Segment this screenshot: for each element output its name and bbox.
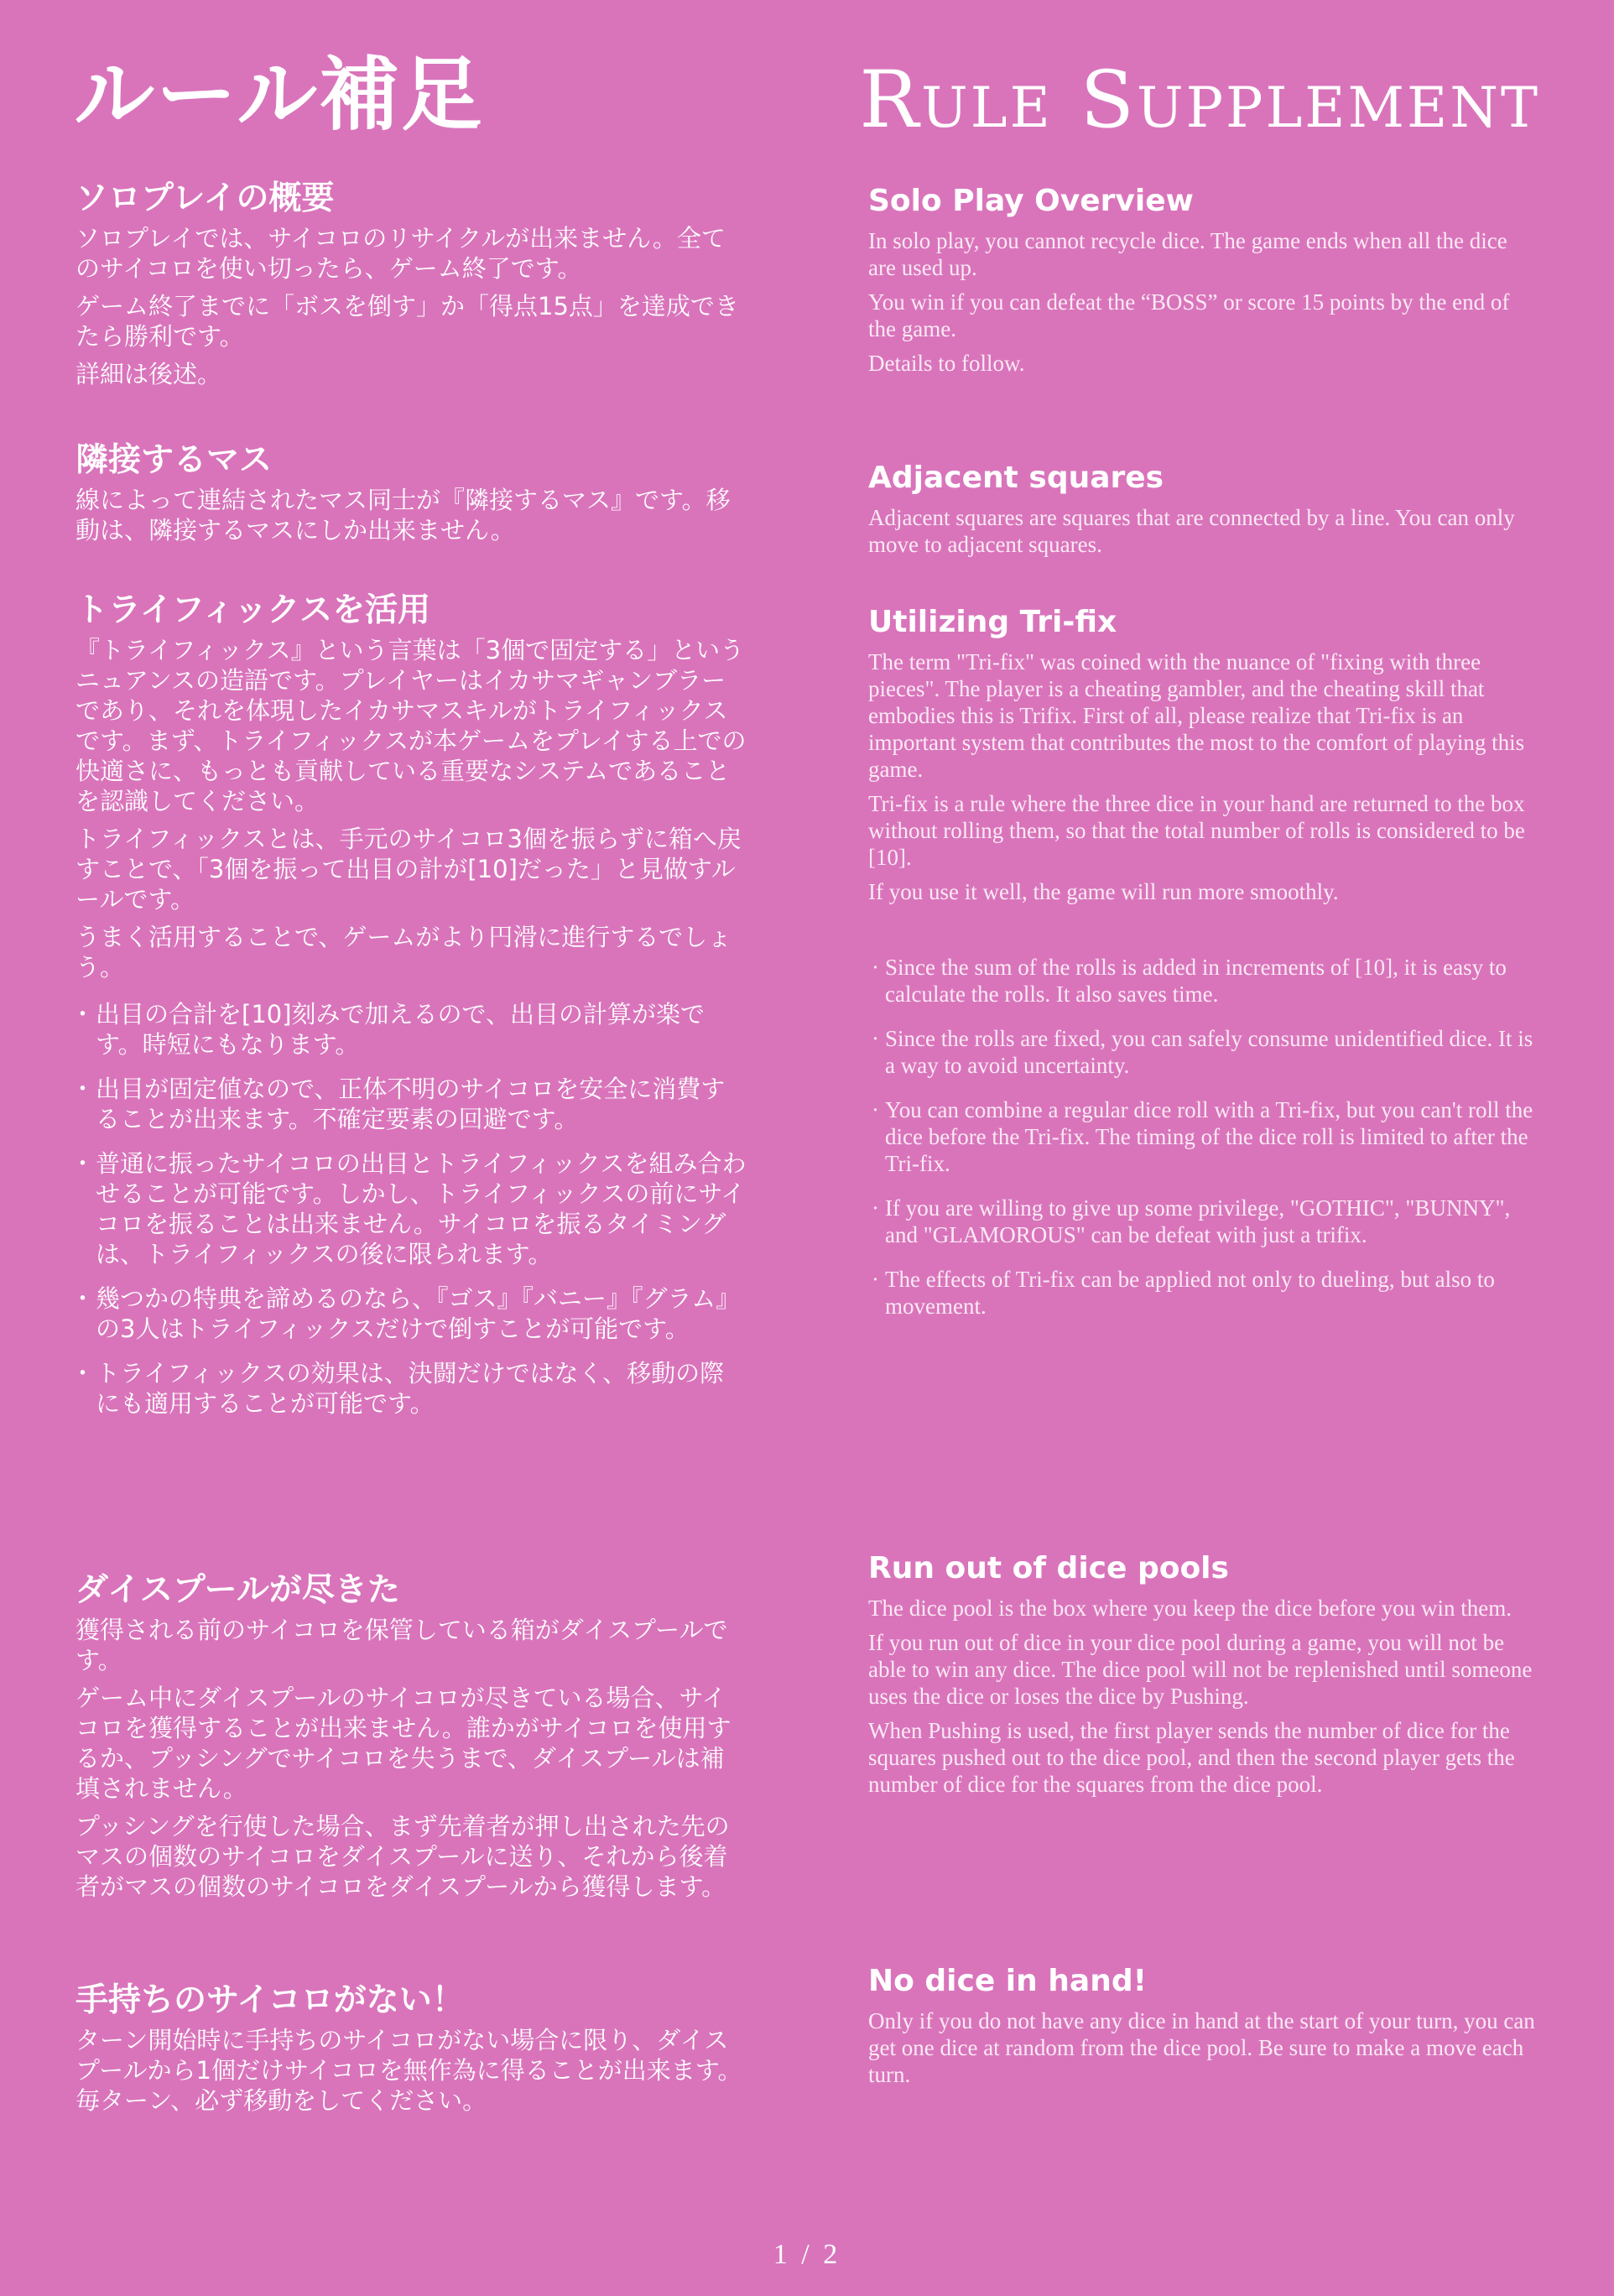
page-number: 1 / 2 <box>773 2239 841 2270</box>
en-section-no-dice <box>868 1962 1539 2096</box>
jp-paragraph: 線によって連結されたマス同士が『隣接するマス』です。移動は、隣接するマスにしか出来ません。 <box>75 486 731 544</box>
en-section-heading: Adjacent squares <box>868 461 1164 495</box>
en-paragraph: The term "Tri-fix" was coined with the nuance of "fixing with three pieces". The player is a cheating gambler, and the cheating skill that embodies this is Trifix. First of all, please realize that Tri-fix is an important system that contributes the most to the comfort of playing this game. <box>868 649 1525 782</box>
en-section-heading: Utilizing Tri-fix <box>868 605 1117 639</box>
jp-trifix-bullet-list <box>75 999 747 1419</box>
list-item: ・ 幾つかの特典を諦めるのなら、『ゴス』『バニー』『グラム』の3人はトライフィックスだけで倒すことが可能です。 <box>75 1283 747 1344</box>
jp-paragraph: ソロプレイでは、サイコロのリサイクルが出来ません。全てのサイコロを使い切ったら、ゲーム終了です。 <box>75 224 726 283</box>
list-item: ・ トライフィックスの効果は、決闘だけではなく、移動の際にも適用することが可能です。 <box>75 1358 747 1419</box>
jp-paragraph: ゲーム終了までに「ボスを倒す」か「得点15点」を達成できたら勝利です。 <box>75 292 739 351</box>
jp-section-no-dice <box>75 1980 747 2123</box>
en-paragraph: Tri-fix is a rule where the three dice in your hand are returned to the box without rolling them, so that the total number of rolls is considered to be [10]. <box>868 791 1525 870</box>
jp-section-trifix <box>75 590 747 1433</box>
jp-section-adjacent-squares <box>75 440 747 553</box>
list-item: · The effects of Tri-fix can be applied not only to dueling, but also to movement. <box>868 1266 1539 1320</box>
en-paragraph: Adjacent squares are squares that are connected by a line. You can only move to adjacent squares. <box>868 505 1515 557</box>
page-title-japanese: ルール補足 <box>74 48 484 142</box>
en-paragraph: Only if you do not have any dice in hand at the start of your turn, you can get one dice at random from the dice pool. Be sure to make a move each turn. <box>868 2008 1535 2087</box>
en-section-heading: Run out of dice pools <box>868 1551 1229 1585</box>
en-section-adjacent-squares <box>868 459 1539 565</box>
en-paragraph: When Pushing is used, the first player sends the number of dice for the squares pushed out to the dice pool, and then the second player gets the number of dice for the squares from the dice pool. <box>868 1718 1515 1797</box>
list-item: ・ 普通に振ったサイコロの出目とトライフィックスを組み合わせることが可能です。しかし、トライフィックスの前にサイコロを振ることは出来ません。サイコロを振るタイミングは、トライフィックスの後に限られます。 <box>75 1148 747 1269</box>
list-item: ・ 出目が固定値なので、正体不明のサイコロを安全に消費することが出来ます。不確定要素の回避です。 <box>75 1074 747 1134</box>
jp-paragraph: 詳細は後述。 <box>75 360 222 388</box>
en-section-heading: No dice in hand! <box>868 1964 1148 1998</box>
jp-section-heading: 手持ちのサイコロがない！ <box>75 1981 465 2019</box>
jp-paragraph: ゲーム中にダイスプールのサイコロが尽きている場合、サイコロを獲得することが出来ません。誰かがサイコロを使用するか、プッシングでサイコロを失うまで、ダイスプールは補填されません。 <box>75 1684 732 1803</box>
jp-section-dice-pool <box>75 1570 747 1909</box>
en-paragraph: If you use it well, the game will run more smoothly. <box>868 879 1339 904</box>
jp-paragraph: 獲得される前のサイコロを保管している箱がダイスプールです。 <box>75 1616 728 1674</box>
jp-section-heading: トライフィックスを活用 <box>75 591 431 629</box>
jp-section-solo-play <box>75 178 747 397</box>
list-item: · Since the rolls are fixed, you can safely consume unidentified dice. It is a way to avoid uncertainty. <box>868 1025 1539 1079</box>
jp-section-heading: ダイスプールが尽きた <box>75 1571 400 1609</box>
en-section-trifix <box>868 603 1539 1337</box>
list-item: · Since the sum of the rolls is added in increments of [10], it is easy to calculate the rolls. It also saves time. <box>868 954 1539 1007</box>
en-section-heading: Solo Play Overview <box>868 184 1194 218</box>
jp-section-heading: ソロプレイの概要 <box>75 180 335 217</box>
jp-paragraph: トライフィックスとは、手元のサイコロ3個を振らずに箱へ戻すことで、「3個を振って出目の計が[10]だった」と見做すルールです。 <box>75 825 742 914</box>
jp-paragraph: うまく活用することで、ゲームがより円滑に進行するでしょう。 <box>75 923 732 981</box>
jp-section-heading: 隣接するマス <box>75 441 273 479</box>
en-section-dice-pool <box>868 1549 1539 1805</box>
en-trifix-bullet-list <box>868 954 1539 1320</box>
en-paragraph: Details to follow. <box>868 351 1025 376</box>
page-title-english: Rule Supplement <box>859 55 1540 146</box>
en-paragraph: If you run out of dice in your dice pool during a game, you will not be able to win any dice. The dice pool will not be replenished until someone uses the dice or loses the dice by Pushing. <box>868 1630 1533 1709</box>
en-paragraph: In solo play, you cannot recycle dice. The game ends when all the dice are used up. <box>868 228 1507 280</box>
en-paragraph: The dice pool is the box where you keep the dice before you win them. <box>868 1596 1512 1621</box>
en-section-solo-play <box>868 182 1539 384</box>
list-item: ・ 出目の合計を[10]刻みで加えるので、出目の計算が楽です。時短にもなります。 <box>75 999 747 1059</box>
jp-paragraph: 『トライフィックス』という言葉は「3個で固定する」というニュアンスの造語です。プレイヤーはイカサマギャンブラーであり、それを体現したイカサマスキルがトライフィックスです。まず、トライフィックスが本ゲームをプレイする上での快適さに、もっとも貢献している重要なシステムであることを認識してください。 <box>75 636 747 815</box>
list-item: · If you are willing to give up some privilege, "GOTHIC", "BUNNY", and "GLAMOROUS" can be defeat with just a trifix. <box>868 1195 1539 1248</box>
list-item: · You can combine a regular dice roll with a Tri-fix, but you can't roll the dice before the Tri-fix. The timing of the dice roll is limited to after the Tri-fix. <box>868 1096 1539 1177</box>
en-paragraph: You win if you can defeat the “BOSS” or score 15 points by the end of the game. <box>868 289 1510 341</box>
jp-paragraph: プッシングを行使した場合、まず先着者が押し出された先のマスの個数のサイコロをダイスプールに送り、それから後着者がマスの個数のサイコロをダイスプールから獲得します。 <box>75 1812 730 1901</box>
jp-paragraph: ターン開始時に手持ちのサイコロがない場合に限り、ダイスプールから1個だけサイコロを無作為に得ることが出来ます。毎ターン、必ず移動をしてください。 <box>75 2026 742 2115</box>
